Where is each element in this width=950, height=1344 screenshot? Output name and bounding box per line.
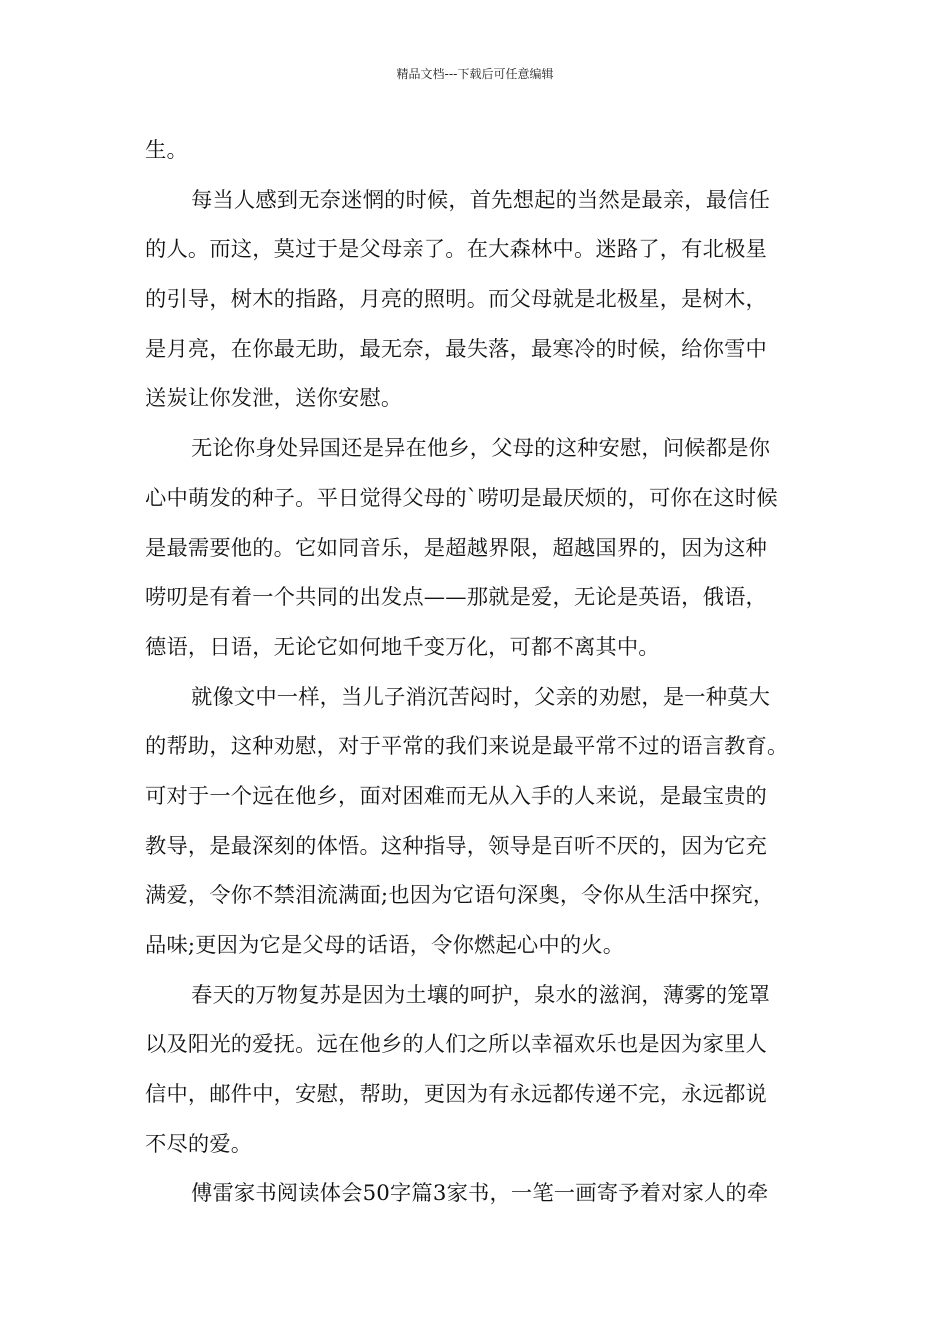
text-line: 信中，邮件中，安慰，帮助，更因为有永远都传递不完，永远都说	[145, 1082, 767, 1108]
text-line: 不尽的爱。	[145, 1131, 253, 1157]
text-line: 唠叨是有着一个共同的出发点——那就是爱，无论是英语，俄语，	[145, 585, 767, 611]
paragraph-start-line: 就像文中一样，当儿子消沉苦闷时，父亲的劝慰，是一种莫大	[191, 684, 771, 710]
text-line: 可对于一个远在他乡，面对困难而无从入手的人来说，是最宝贵的	[145, 783, 767, 809]
text-line: 满爱，令你不禁泪流满面;也因为它语句深奥，令你从生活中探究，	[145, 883, 775, 909]
text-line: 的帮助，这种劝慰，对于平常的我们来说是最平常不过的语言教育。	[145, 734, 789, 760]
text-line: 的人。而这，莫过于是父母亲了。在大森林中。迷路了，有北极星	[145, 237, 767, 263]
page-header: 精品文档---下载后可任意编辑	[396, 67, 554, 81]
paragraph-start-line: 无论你身处异国还是异在他乡，父母的这种安慰，问候都是你	[191, 436, 771, 462]
text-line: 以及阳光的爱抚。远在他乡的人们之所以幸福欢乐也是因为家里人	[145, 1032, 767, 1058]
text-line: 心中萌发的种子。平日觉得父母的`唠叨是最厌烦的，可你在这时候	[145, 485, 778, 511]
paragraph-start-line: 春天的万物复苏是因为土壤的呵护，泉水的滋润，薄雾的笼罩	[191, 982, 771, 1008]
text-line: 生。	[145, 138, 188, 163]
text-line: 是最需要他的。它如同音乐，是超越界限，超越国界的，因为这种	[145, 535, 767, 561]
text-line: 品味;更因为它是父母的话语，令你燃起心中的火。	[145, 933, 625, 958]
document-body	[145, 126, 813, 1219]
text-line: 教导，是最深刻的体悟。这种指导，领导是百听不厌的，因为它充	[145, 833, 767, 859]
text-line: 的引导，树木的指路，月亮的照明。而父母就是北极星，是树木，	[145, 287, 767, 313]
paragraph-start-line: 傅雷家书阅读体会50字篇3家书，一笔一画寄予着对家人的牵	[191, 1181, 769, 1207]
text-line: 是月亮，在你最无助，最无奈，最失落，最寒冷的时候，给你雪中	[145, 336, 767, 362]
paragraph-start-line: 每当人感到无奈迷惘的时候，首先想起的当然是最亲，最信任	[191, 187, 771, 213]
text-line: 德语，日语，无论它如何地千变万化，可都不离其中。	[145, 634, 660, 660]
text-line: 送炭让你发泄，送你安慰。	[145, 386, 403, 412]
